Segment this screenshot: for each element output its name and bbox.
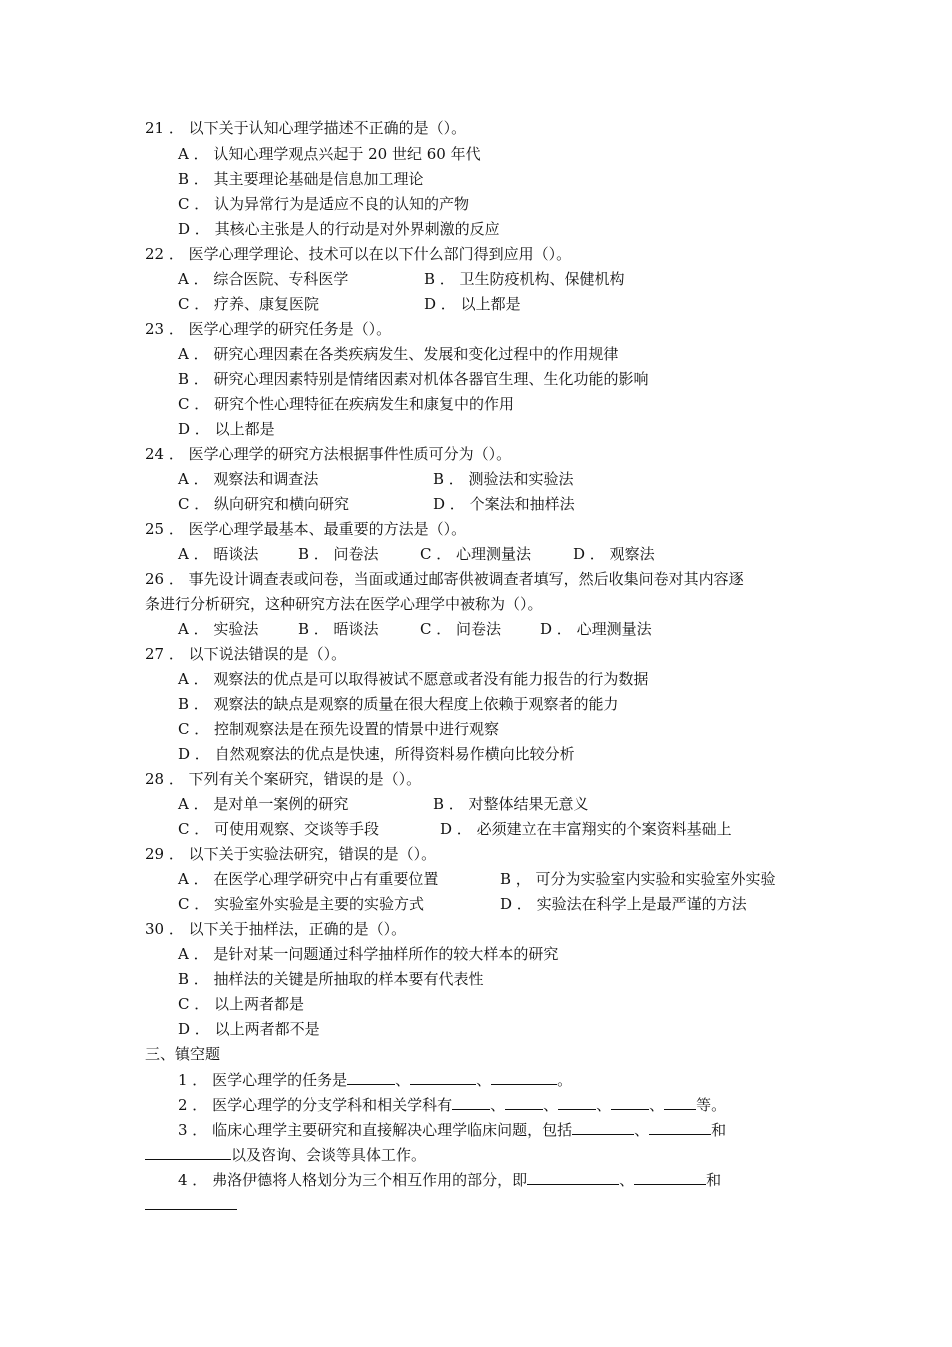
question-26-option-a: A ． 实验法	[178, 620, 259, 638]
question-21-stem: 21 ． 以下关于认知心理学描述不正确的是（）。	[145, 119, 467, 137]
separator: 、	[490, 1096, 506, 1114]
question-23-option-c: C ． 研究个性心理特征在疾病发生和康复中的作用	[178, 395, 515, 413]
fill-item-2-text: 2 ． 医学心理学的分支学科和相关学科有	[178, 1096, 453, 1114]
question-29-option-a: A ． 在医学心理学研究中占有重要位置	[178, 870, 439, 888]
fill-item-3	[178, 1119, 726, 1140]
fill-item-3-text: 3 ． 临床心理学主要研究和直接解决心理学临床问题，包括	[178, 1121, 573, 1139]
question-24-option-c: C ． 纵向研究和横向研究	[178, 495, 350, 513]
fill-item-4-text: 4 ． 弗洛伊德将人格划分为三个相互作用的部分，即	[178, 1171, 528, 1189]
question-25-option-b: B ． 问卷法	[298, 545, 379, 563]
answer-blank[interactable]	[347, 1069, 395, 1085]
question-25-option-d: D ． 观察法	[573, 545, 655, 563]
question-30-option-a: A ． 是针对某一问题通过科学抽样所作的较大样本的研究	[178, 945, 559, 963]
question-30-option-b: B ． 抽样法的关键是所抽取的样本要有代表性	[178, 970, 484, 988]
question-23-option-a: A ． 研究心理因素在各类疾病发生、发展和变化过程中的作用规律	[178, 345, 619, 363]
question-21-option-b: B ． 其主要理论基础是信息加工理论	[178, 170, 424, 188]
question-29-option-c: C ． 实验室外实验是主要的实验方式	[178, 895, 425, 913]
question-30-stem: 30 ． 以下关于抽样法，正确的是（）。	[145, 920, 407, 938]
question-22-stem: 22 ． 医学心理学理论、技术可以在以下什么部门得到应用（）。	[145, 245, 572, 263]
question-26-option-b: B ． 晤谈法	[298, 620, 379, 638]
question-26-option-c: C ． 问卷法	[420, 620, 502, 638]
question-26-option-d: D ． 心理测量法	[540, 620, 652, 638]
question-22-option-d: D ． 以上都是	[424, 295, 521, 313]
separator: 、	[596, 1096, 612, 1114]
fill-item-1	[178, 1069, 572, 1090]
question-23-option-b: B ． 研究心理因素特别是情绪因素对机体各器官生理、生化功能的影响	[178, 370, 649, 388]
question-30-option-d: D ． 以上两者都不是	[178, 1020, 320, 1038]
question-29-option-b: B ， 可分为实验室内实验和实验室外实验	[500, 870, 776, 888]
section-heading: 三、镇空题	[145, 1045, 221, 1063]
separator: 、	[619, 1171, 635, 1189]
question-25-option-c: C ． 心理测量法	[420, 545, 532, 563]
separator: 、	[634, 1121, 650, 1139]
question-22-option-c: C ． 疗养、康复医院	[178, 295, 320, 313]
answer-blank[interactable]	[452, 1094, 490, 1110]
question-21-option-a: A ． 认知心理学观点兴起于 20 世纪 60 年代	[178, 145, 481, 163]
question-29-option-d: D ． 实验法在科学上是最严谨的方法	[500, 895, 747, 913]
question-24-option-b: B ． 测验法和实验法	[433, 470, 574, 488]
separator: 和	[706, 1171, 722, 1189]
question-27-option-b: B ． 观察法的缺点是观察的质量在很大程度上依赖于观察者的能力	[178, 695, 619, 713]
separator: 等。	[696, 1096, 727, 1114]
question-26-stem: 26 ． 事先设计调查表或问卷，当面或通过邮寄供被调查者填写，然后收集问卷对其内容逐	[145, 570, 744, 588]
separator: 。	[557, 1071, 573, 1089]
separator: 和	[711, 1121, 727, 1139]
question-25-option-a: A ． 晤谈法	[178, 545, 259, 563]
question-29-stem: 29 ． 以下关于实验法研究，错误的是（）。	[145, 845, 437, 863]
answer-blank[interactable]	[558, 1094, 596, 1110]
question-23-option-d: D ． 以上都是	[178, 420, 275, 438]
answer-blank[interactable]	[572, 1119, 634, 1135]
separator: 、	[543, 1096, 559, 1114]
question-28-option-c: C ． 可使用观察、交谈等手段	[178, 820, 380, 838]
fill-item-3-continued	[145, 1144, 426, 1165]
question-24-option-a: A ． 观察法和调查法	[178, 470, 319, 488]
separator: 、	[476, 1071, 492, 1089]
question-24-stem: 24 ． 医学心理学的研究方法根据事件性质可分为（）。	[145, 445, 512, 463]
fill-item-1-text: 1 ． 医学心理学的任务是	[178, 1071, 348, 1089]
question-27-stem: 27 ． 以下说法错误的是（）。	[145, 645, 347, 663]
question-30-option-c: C ． 以上两者都是	[178, 995, 305, 1013]
fill-item-4-continued	[145, 1194, 237, 1215]
fill-item-3-cont-text: 以及咨询、会谈等具体工作。	[231, 1146, 427, 1164]
question-21-option-c: C ． 认为异常行为是适应不良的认知的产物	[178, 195, 470, 213]
answer-blank[interactable]	[649, 1119, 711, 1135]
separator: 、	[649, 1096, 665, 1114]
answer-blank[interactable]	[611, 1094, 649, 1110]
question-22-option-a: A ． 综合医院、专科医学	[178, 270, 349, 288]
question-22-option-b: B ． 卫生防疫机构、保健机构	[424, 270, 625, 288]
question-24-option-d: D ． 个案法和抽样法	[433, 495, 575, 513]
answer-blank[interactable]	[505, 1094, 543, 1110]
question-27-option-c: C ． 控制观察法是在预先设置的情景中进行观察	[178, 720, 500, 738]
question-28-stem: 28 ． 下列有关个案研究，错误的是（）。	[145, 770, 422, 788]
question-28-option-b: B ． 对整体结果无意义	[433, 795, 589, 813]
question-26-stem-continued: 条进行分析研究，这种研究方法在医学心理学中被称为（）。	[145, 595, 543, 613]
answer-blank[interactable]	[664, 1094, 696, 1110]
question-28-option-a: A ． 是对单一案例的研究	[178, 795, 349, 813]
fill-item-4	[178, 1169, 721, 1190]
fill-item-2	[178, 1094, 726, 1115]
answer-blank[interactable]	[491, 1069, 557, 1085]
answer-blank[interactable]	[145, 1144, 231, 1160]
answer-blank[interactable]	[527, 1169, 619, 1185]
answer-blank[interactable]	[145, 1194, 237, 1210]
question-28-option-d: D ． 必须建立在丰富翔实的个案资料基础上	[440, 820, 732, 838]
question-27-option-d: D ． 自然观察法的优点是快速，所得资料易作横向比较分析	[178, 745, 575, 763]
question-27-option-a: A ． 观察法的优点是可以取得被试不愿意或者没有能力报告的行为数据	[178, 670, 649, 688]
answer-blank[interactable]	[634, 1169, 706, 1185]
question-23-stem: 23 ． 医学心理学的研究任务是（）。	[145, 320, 392, 338]
separator: 、	[395, 1071, 411, 1089]
question-21-option-d: D ． 其核心主张是人的行动是对外界刺激的反应	[178, 220, 500, 238]
question-25-stem: 25 ． 医学心理学最基本、最重要的方法是（）。	[145, 520, 467, 538]
answer-blank[interactable]	[410, 1069, 476, 1085]
